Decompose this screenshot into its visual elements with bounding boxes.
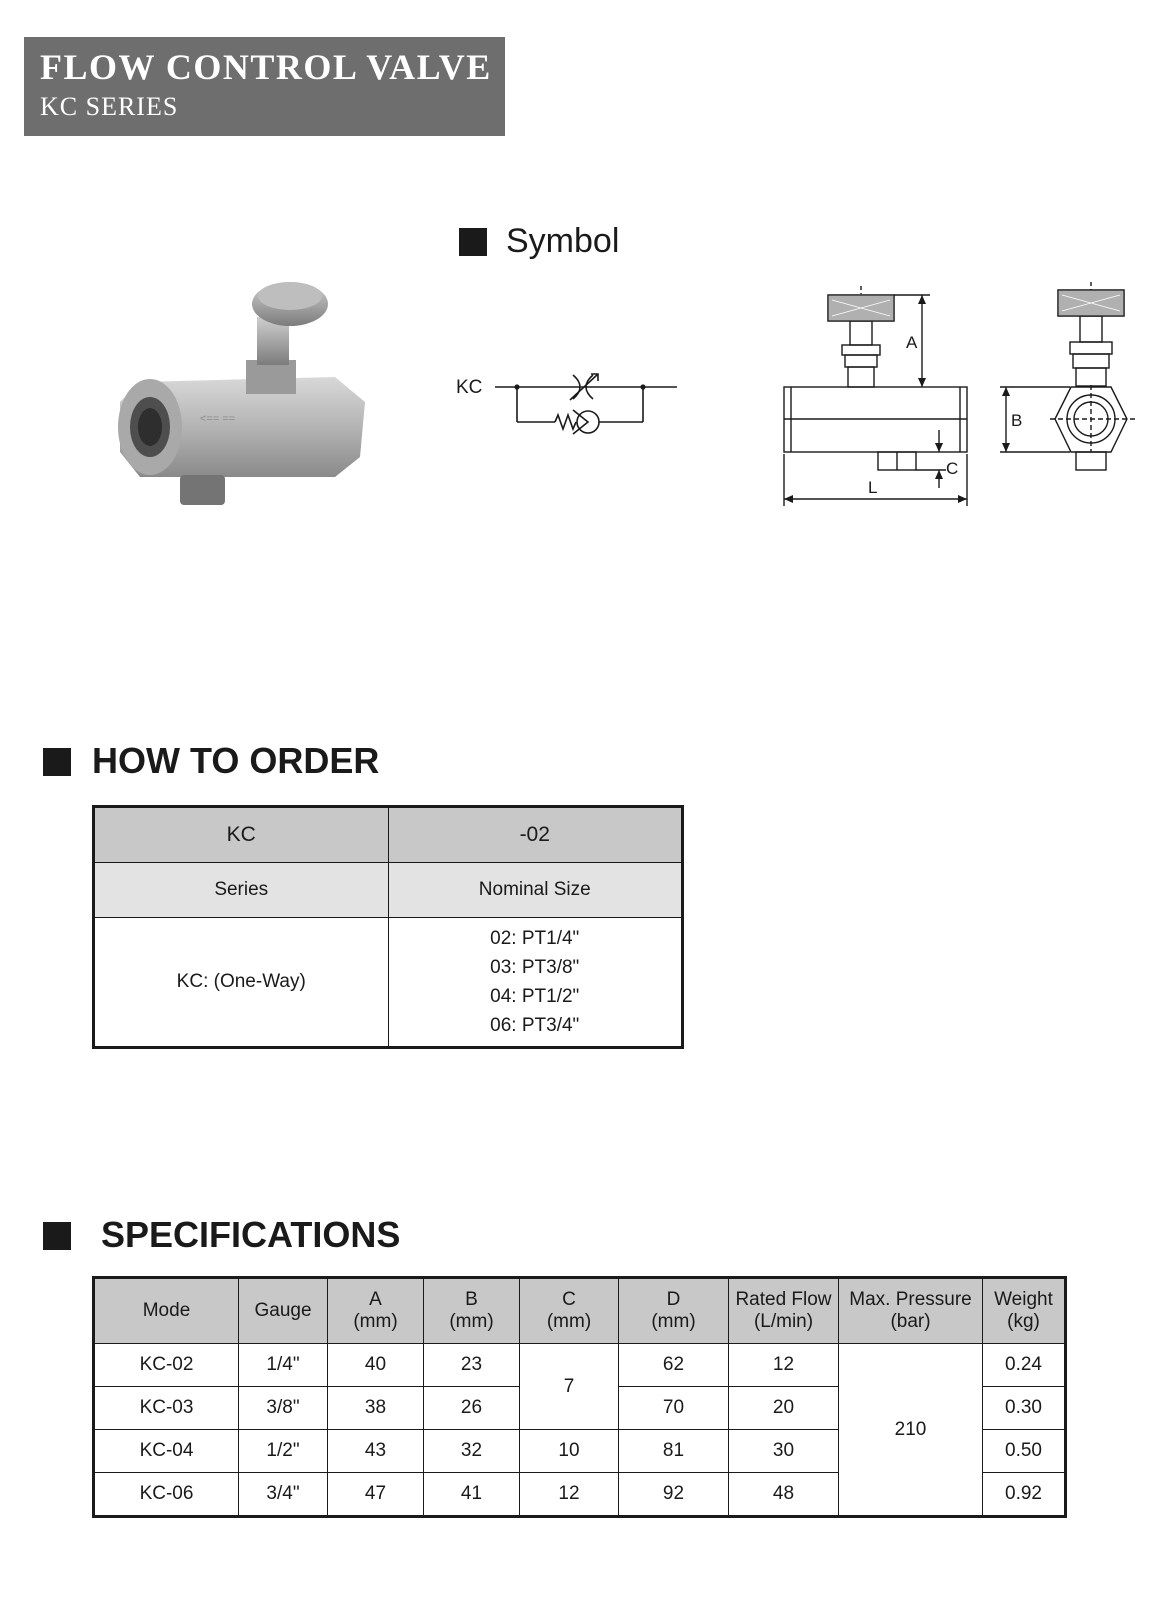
cell-gauge: 3/8" — [239, 1387, 328, 1430]
col-header: A (mm) — [328, 1278, 424, 1344]
cell-flow: 30 — [729, 1430, 839, 1473]
cell-max-pressure: 210 — [839, 1344, 983, 1517]
section-bullet-icon — [43, 748, 71, 776]
dim-label-a: A — [906, 333, 918, 352]
col-header: Gauge — [239, 1278, 328, 1344]
svg-text:<== ==: <== == — [200, 413, 236, 425]
size-option: 03: PT3/8" — [490, 957, 580, 978]
cell-a: 38 — [328, 1387, 424, 1430]
size-option: 04: PT1/2" — [490, 986, 580, 1007]
dim-label-b: B — [1011, 411, 1023, 430]
cell-gauge: 3/4" — [239, 1473, 328, 1517]
cell-weight: 0.30 — [983, 1387, 1066, 1430]
cell-weight: 0.92 — [983, 1473, 1066, 1517]
cell-c-merged: 7 — [520, 1344, 619, 1430]
cell-a: 43 — [328, 1430, 424, 1473]
cell-a: 47 — [328, 1473, 424, 1517]
cell-gauge: 1/4" — [239, 1344, 328, 1387]
cell-gauge: 1/2" — [239, 1430, 328, 1473]
spec-table — [92, 1276, 1067, 1518]
col-header: D (mm) — [619, 1278, 729, 1344]
col-header: C (mm) — [520, 1278, 619, 1344]
specifications-heading: SPECIFICATIONS — [101, 1214, 401, 1255]
col-header: Max. Pressure (bar) — [839, 1278, 983, 1344]
order-code-size: -02 — [388, 807, 683, 863]
how-to-order-heading: HOW TO ORDER — [92, 740, 380, 781]
order-label-series: Series — [94, 863, 389, 918]
cell-d: 81 — [619, 1430, 729, 1473]
cell-mode: KC-04 — [94, 1430, 239, 1473]
cell-a: 40 — [328, 1344, 424, 1387]
cell-flow: 12 — [729, 1344, 839, 1387]
cell-d: 62 — [619, 1344, 729, 1387]
table-row — [94, 1344, 1066, 1387]
order-code-series: KC — [94, 807, 389, 863]
page-subtitle: KC SERIES — [40, 92, 179, 121]
col-header: Rated Flow (L/min) — [729, 1278, 839, 1344]
cell-flow: 48 — [729, 1473, 839, 1517]
order-table — [92, 805, 684, 1049]
cell-mode: KC-06 — [94, 1473, 239, 1517]
order-series-option: KC: (One-Way) — [94, 918, 389, 1048]
symbol-label: KC — [456, 377, 483, 398]
dim-label-c: C — [946, 459, 959, 478]
title-banner — [24, 37, 505, 136]
cell-b: 26 — [424, 1387, 520, 1430]
cell-c: 12 — [520, 1473, 619, 1517]
col-header: Weight (kg) — [983, 1278, 1066, 1344]
cell-d: 92 — [619, 1473, 729, 1517]
valve-photo — [110, 272, 380, 522]
cell-b: 32 — [424, 1430, 520, 1473]
col-header: Mode — [94, 1278, 239, 1344]
cell-mode: KC-03 — [94, 1387, 239, 1430]
cell-flow: 20 — [729, 1387, 839, 1430]
cell-mode: KC-02 — [94, 1344, 239, 1387]
symbol-heading: Symbol — [506, 222, 620, 260]
section-bullet-icon — [459, 228, 487, 256]
order-label-size: Nominal Size — [388, 863, 683, 918]
cell-d: 70 — [619, 1387, 729, 1430]
order-size-options — [388, 918, 683, 1048]
cell-weight: 0.24 — [983, 1344, 1066, 1387]
cell-c: 10 — [520, 1430, 619, 1473]
size-option: 06: PT3/4" — [490, 1015, 580, 1036]
size-option: 02: PT1/4" — [490, 928, 580, 949]
dim-label-l: L — [868, 478, 878, 497]
cell-b: 41 — [424, 1473, 520, 1517]
cell-b: 23 — [424, 1344, 520, 1387]
hydraulic-symbol — [455, 360, 685, 450]
cell-weight: 0.50 — [983, 1430, 1066, 1473]
section-bullet-icon — [43, 1222, 71, 1250]
dimension-drawing — [770, 280, 1150, 520]
page-title: FLOW CONTROL VALVE — [40, 47, 492, 87]
col-header: B (mm) — [424, 1278, 520, 1344]
